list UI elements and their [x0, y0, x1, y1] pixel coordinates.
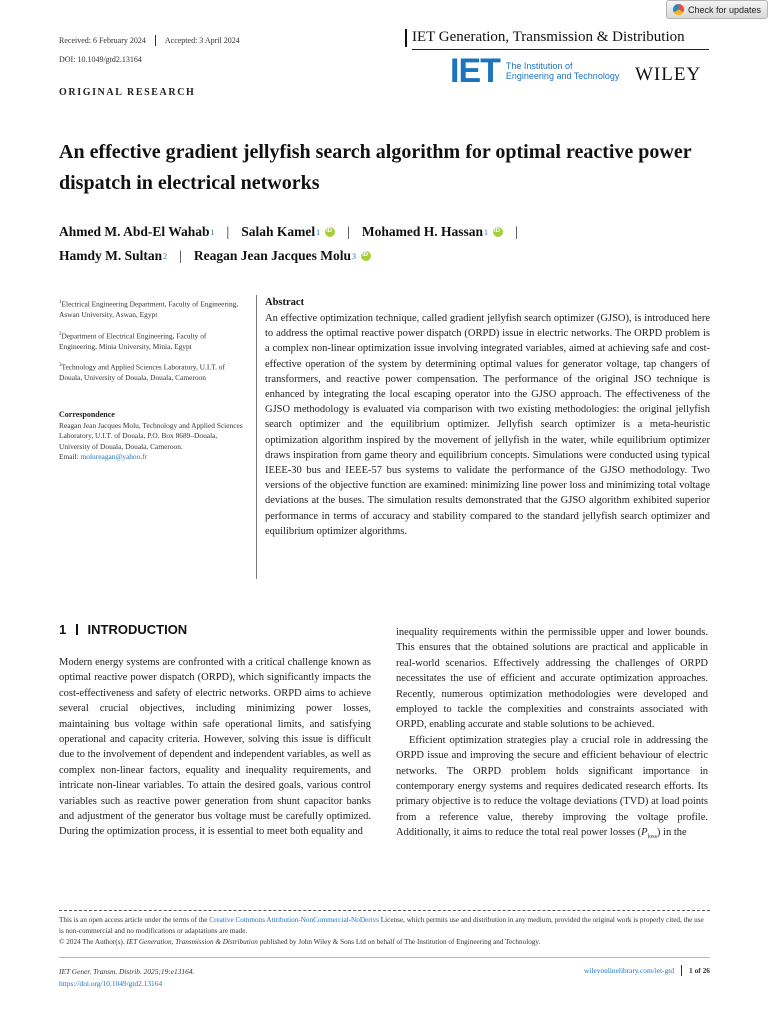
correspondence-block [59, 410, 244, 463]
intro-paragraph-2-text: Efficient optimization strategies play a crucial role in addressing the ORPD issue and improving the secure and efficient behaviour of electric networks. The ORPD problem holds significant importance in contemporary energy systems and requires dedicated research efforts. Its primary objective is to reduce the voltage deviations (TVD) at load points from a reference value, thereby improving the voltage profile. Additionally, it aims to reduce the total real power losses ( [396, 734, 708, 839]
journal-site-link[interactable]: wileyonlinelibrary.com/iet-gtd [584, 966, 675, 975]
copyright-post: published by John Wiley & Sons Ltd on behalf of The Institution of Engineering and Technology. [257, 938, 541, 946]
iet-logo-mark: IET [450, 52, 500, 90]
received-date: Received: 6 February 2024 [59, 36, 146, 45]
affiliation-2 [59, 330, 244, 353]
author-line-1 [59, 224, 709, 240]
section-title: INTRODUCTION [87, 622, 188, 637]
article-dates [59, 35, 240, 46]
license-link[interactable]: Creative Commons Attribution-NonCommercial-NoDerivs [209, 916, 379, 924]
section-number: 1 [59, 622, 67, 637]
page-number: 1 of 26 [689, 966, 710, 975]
journal-bar [405, 29, 407, 47]
license-pre: This is an open access article under the terms of the [59, 916, 210, 924]
page-separator [681, 965, 682, 976]
author-affiliation-sup[interactable]: 3 [352, 251, 356, 261]
page-info [584, 965, 710, 976]
author-affiliation-sup[interactable]: 1 [210, 227, 215, 237]
affiliation-text: Department of Electrical Engineering, Faculty of Engineering, Minia University, Minia, Egypt [59, 331, 207, 352]
copyright-pre: © 2024 The Author(s). [59, 938, 127, 946]
author-name[interactable]: Hamdy M. Sultan [59, 248, 163, 263]
body-column-left [59, 655, 371, 840]
date-separator [155, 35, 156, 46]
author-name[interactable]: Ahmed M. Abd-El Wahab [59, 224, 210, 239]
citation-block [59, 966, 194, 990]
footer-rule [59, 957, 710, 958]
license-text [59, 915, 710, 937]
author-affiliation-sup[interactable]: 1 [483, 227, 488, 237]
iet-logo[interactable] [450, 52, 620, 90]
iet-line-1: The Institution of [505, 61, 573, 71]
ploss-variable: P [641, 827, 648, 839]
author-name[interactable]: Mohamed H. Hassan [361, 224, 483, 239]
license-post: License, which permits use and distribution in any medium, provided the original work is properly cited, the use is non-commercial and no modifications or adaptations are made. [59, 916, 704, 935]
intro-paragraph-continued: inequality requirements within the permissible upper and lower bounds. This ensures that the obtained solutions are practical and applicable in real-world scenarios. Effectively addressing the challenges of ORPD necessitates the use of efficient and accurate optimization approaches. Recently, numerous optimization methodologies were developed and employed to tackle the complexities and constraints associated with ORPD, enabling accurate and stable solutions to be achieved. [396, 627, 708, 731]
affiliation-text: Technology and Applied Sciences Laboratory, U.I.T. of Douala, University of Douala, Douala, Cameroon [59, 362, 225, 383]
wiley-logo[interactable]: WILEY [635, 64, 702, 85]
author-name[interactable]: Reagan Jean Jacques Molu [193, 248, 351, 263]
email-link[interactable]: molureagan@yahoo.fr [80, 452, 148, 462]
update-badge-icon [673, 4, 684, 15]
email-label: Email: [59, 452, 81, 462]
author-separator: | [179, 248, 182, 263]
article-title: An effective gradient jellyfish search algorithm for optimal reactive power dispatch in electrical networks [59, 141, 692, 194]
accepted-date: Accepted: 3 April 2024 [164, 36, 240, 45]
check-for-updates-label: Check for updates [688, 4, 762, 15]
copyright-journal: IET Generation, Transmission & Distribution [126, 938, 258, 946]
correspondence-text: Reagan Jean Jacques Molu, Technology and Applied Sciences Laboratory, U.I.T. of Douala, P.O. Box 8689–Douala, University of Douala, Douala, Cameroon. [59, 420, 243, 451]
doi-text: DOI: 10.1049/gtd2.13164 [59, 55, 142, 64]
author-separator: | [226, 224, 230, 239]
author-name[interactable]: Salah Kamel [241, 224, 316, 239]
footer-dashed-rule [59, 910, 710, 911]
author-separator: | [347, 224, 350, 239]
author-affiliation-sup[interactable]: 2 [163, 251, 168, 261]
abstract-heading: Abstract [265, 297, 305, 308]
ploss-subscript: loss [647, 834, 657, 841]
intro-paragraph-2 [396, 733, 708, 846]
orcid-icon[interactable] [361, 251, 371, 261]
intro-paragraph-2-end: ) in the [656, 827, 687, 839]
journal-rule [412, 49, 709, 50]
body-column-right [396, 625, 708, 846]
author-affiliation-sup[interactable]: 1 [316, 227, 321, 237]
abstract-text: An effective optimization technique, called gradient jellyfish search optimizer (GJSO), is introduced here to address the optimal reactive power dispatch (ORPD) issue in electric networks. The ORPD problem is a complex non-linear optimization issue involving integrated variables, aimed at achieving safe and cost-effective operation of the system by determining optimal values for generator voltage, tap changers of transformers, and reactive power compensation. The performance of the original JSO technique is enhanced by integrating the local escaping operator into the GJSO approach. The effectiveness of the GJSO methodology is evaluated via comparison with two existing methodologies: the original jellyfish search optimizer and the equilibrium optimizer. Jellyfish search optimizer is a meta-heuristic optimization algorithm inspired by the movement of jellyfish in the water, while equilibrium optimizer draws inspiration from game theory and equilibrium concepts. Simulations were conducted using typical IEEE-30 bus and IEEE-57 bus systems to validate the performance of the GJSO methodology. Two versions of the objective function are examined: minimizing line power loss and minimizing total voltage deviations at the buses. The simulation results demonstrated that the GJSO algorithm exhibited superior performance in terms of accuracy and stability compared to the standard jellyfish search optimizer and equilibrium optimizer algorithms. [265, 313, 710, 537]
affiliation-3 [59, 361, 244, 384]
affiliation-number: 2 [59, 332, 62, 337]
license-notice [59, 915, 710, 948]
author-separator: | [514, 224, 518, 239]
copyright-text [59, 937, 710, 948]
author-line-2 [59, 248, 709, 264]
intro-paragraph-1: Modern energy systems are confronted with a critical challenge known as optimal reactive power dispatch (ORPD), which significantly impacts the cost-effectiveness and safety of electric networks. ORPD aims to achieve several crucial objectives, including minimizing power losses, maintaining bus voltage within safe operational limits, and satisfying operational and capacity criteria. However, solving this issue is difficult due to the involvement of dependent and independent variables, as well as complex non-linear factors, equality and inequality requirements, and intricate non-linear variables. To attain the desired goals, various control variables such as reactive power generation from shunt capacitor banks and adjustment of the generator bus voltage must be carefully optimized. During the optimization process, it is essential to meet both equality and [59, 657, 371, 838]
affiliation-1 [59, 298, 244, 321]
journal-name: IET Generation, Transmission & Distribution [412, 29, 685, 45]
check-for-updates-button[interactable] [666, 0, 768, 19]
section-heading-introduction [59, 622, 187, 637]
correspondence-email-line [59, 452, 244, 463]
article-type-label: ORIGINAL RESEARCH [59, 87, 196, 98]
orcid-icon[interactable] [325, 227, 335, 237]
doi-link[interactable]: https://doi.org/10.1049/gtd2.13164 [59, 979, 163, 988]
iet-line-2: Engineering and Technology [505, 71, 620, 81]
affiliation-number: 3 [59, 363, 62, 368]
affiliation-number: 1 [59, 300, 62, 305]
iet-logo-text [506, 61, 619, 81]
citation-text: IET Gener. Transm. Distrib. 2025;19:e13164. [59, 967, 195, 976]
affiliation-text: Electrical Engineering Department, Faculty of Engineering, Aswan University, Aswan, Egypt [59, 299, 239, 320]
orcid-icon[interactable] [493, 227, 503, 237]
section-heading-bar [76, 624, 77, 635]
abstract-rule [256, 295, 257, 579]
correspondence-heading: Correspondence [59, 410, 115, 419]
